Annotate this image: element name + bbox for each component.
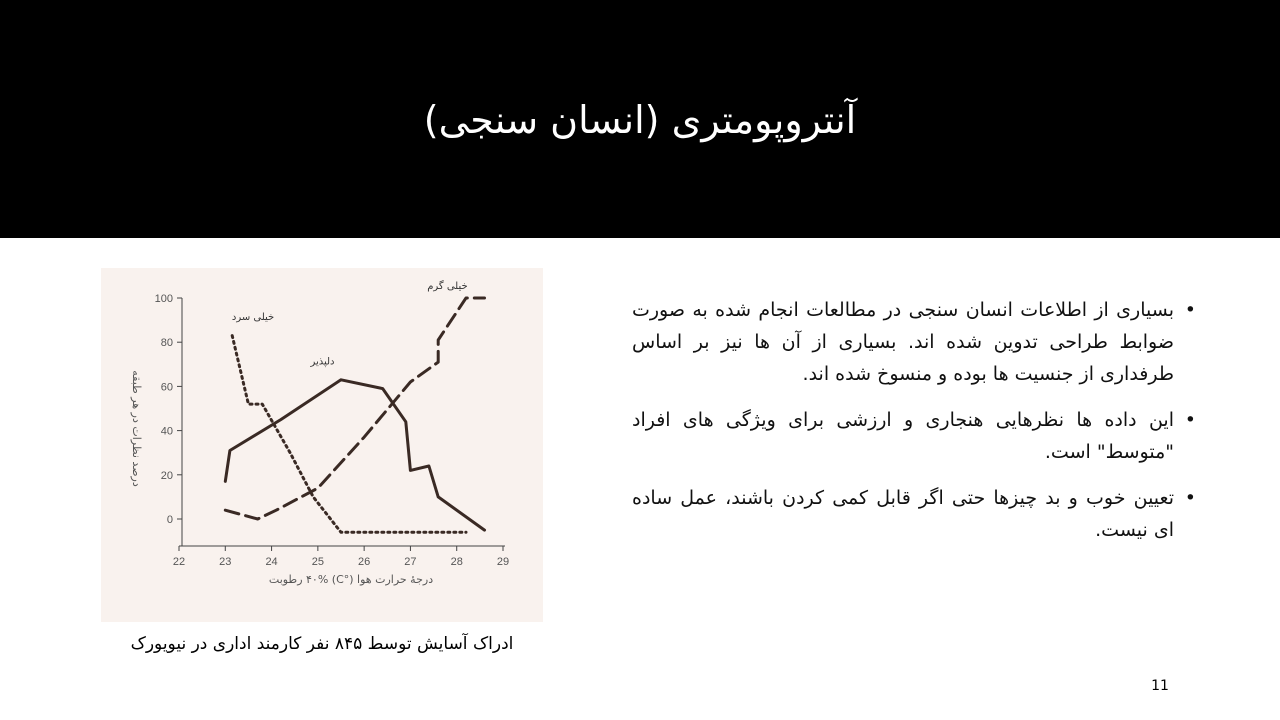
y-tick-label: 0 — [166, 514, 173, 526]
bullet-text: تعیین خوب و بد چیزها حتی اگر قابل کمی کردن باشند، عمل ساده ای نیست. — [632, 487, 1174, 541]
slide-title: آنتروپومتری (انسان سنجی) — [423, 98, 857, 142]
x-tick-label: 28 — [450, 556, 463, 568]
x-tick-label: 27 — [404, 556, 417, 568]
series-line-solid — [225, 380, 484, 530]
series-line-dotted — [232, 336, 466, 533]
y-tick-label: 100 — [154, 293, 173, 305]
bullet-text: بسیاری از اطلاعات انسان سنجی در مطالعات انجام شده به صورت ضوابط طراحی تدوین شده اند. بسیاری از آن ها نیز بر اساس طرفداری از جنسیت ها بوده و منسوخ شده اند. — [632, 299, 1174, 385]
bullet-icon: • — [1184, 487, 1196, 509]
x-tick-label: 29 — [496, 556, 510, 568]
bullet-icon: • — [1184, 409, 1196, 431]
chart-canvas — [101, 268, 543, 622]
bullet-item — [632, 294, 1196, 390]
bullet-item — [632, 482, 1196, 546]
x-tick-label: 22 — [172, 556, 186, 568]
y-tick-label: 80 — [160, 337, 173, 350]
bullet-item — [632, 404, 1196, 468]
comfort-chart — [101, 268, 543, 622]
bullet-icon: • — [1184, 299, 1196, 321]
series-label: خیلی گرم — [427, 281, 468, 293]
x-tick-label: 24 — [265, 556, 278, 568]
series-label: خیلی سرد — [231, 312, 275, 324]
x-tick-label: 25 — [311, 556, 324, 568]
y-axis-label: درصد نظرات در هر طبقه — [130, 370, 143, 487]
bullet-text: این داده ها نظرهایی هنجاری و ارزشی برای ویژگی های افراد "متوسط" است. — [632, 409, 1174, 463]
x-tick-label: 23 — [219, 556, 232, 568]
page-number: 11 — [1151, 678, 1169, 694]
y-tick-label: 40 — [160, 425, 173, 438]
y-tick-label: 60 — [160, 381, 173, 394]
y-tick-label: 20 — [160, 469, 173, 482]
bullet-list — [632, 294, 1196, 560]
x-tick-label: 26 — [358, 556, 371, 568]
chart-caption: ادراک آسایش توسط ۸۴۵ نفر کارمند اداری در نیویورک — [130, 634, 514, 654]
series-label: دلپذیر — [310, 356, 335, 368]
x-axis-label: درجهٔ حرارت هوا (°C) ۴۰% رطوبت — [268, 573, 434, 586]
